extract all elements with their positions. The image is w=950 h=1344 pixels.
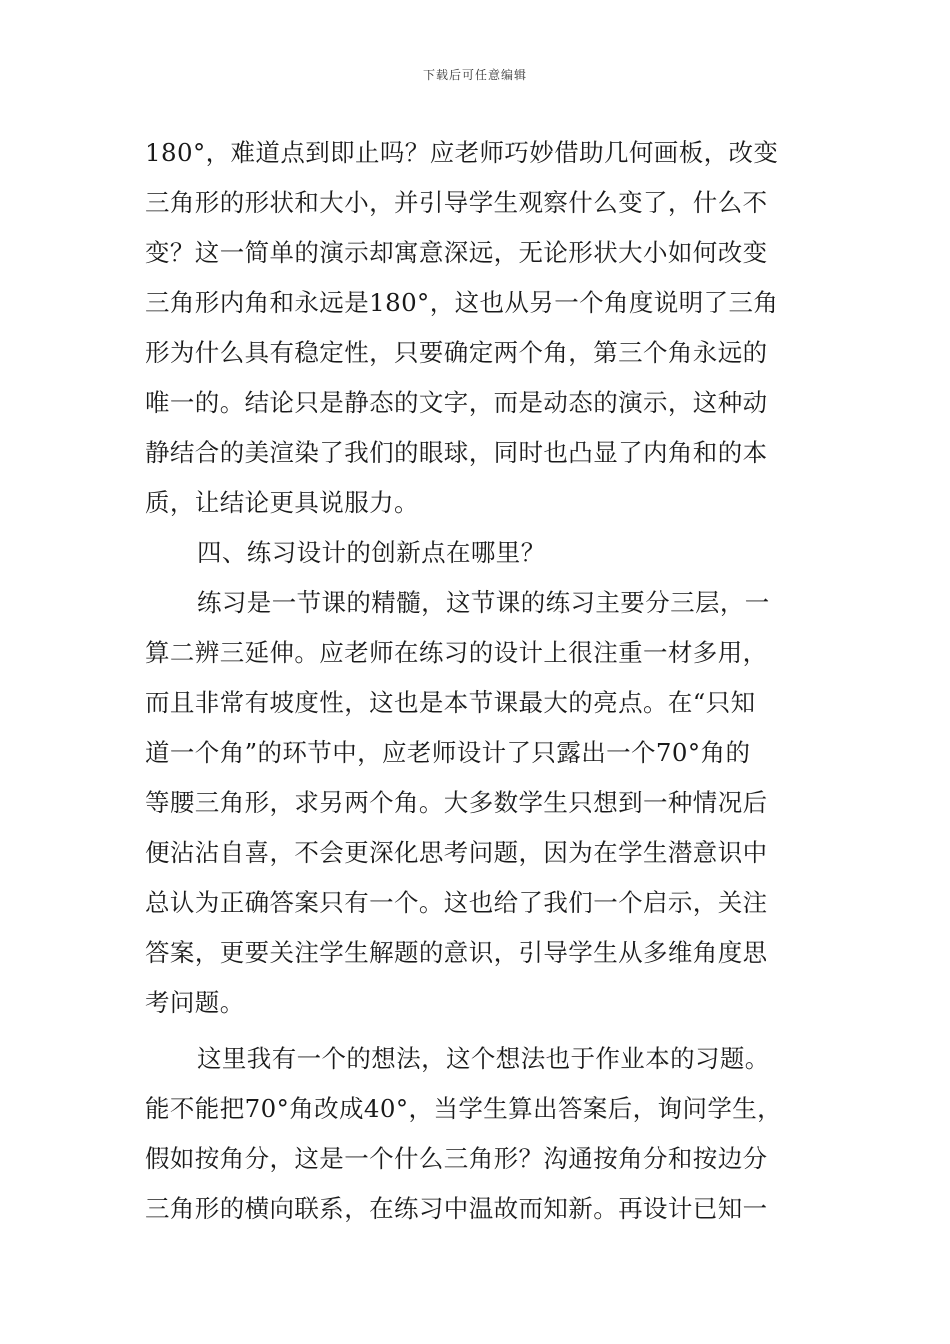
paragraph-3 [145,1034,825,1234]
text-line: 三角形的横向联系，在练习中温故而知新。再设计已知一 [145,1194,768,1223]
text-line: 这里我有一个的想法，这个想法也于作业本的习题。 [197,1044,770,1073]
text-line: 三角形的形状和大小，并引导学生观察什么变了，什么不 [145,188,768,217]
text-line: 练习是一节课的精髓，这节课的练习主要分三层，一 [197,588,770,617]
text-line: 道一个角”的环节中，应老师设计了只露出一个70°角的 [145,738,751,767]
text-line: 三角形内角和永远是180°，这也从另一个角度说明了三角 [145,288,779,317]
text-line: 形为什么具有稳定性，只要确定两个角，第三个角永远的 [145,338,768,367]
document-body [145,128,825,1234]
text-line: 质，让结论更具说服力。 [145,488,419,517]
text-line: 总认为正确答案只有一个。这也给了我们一个启示，关注 [145,888,768,917]
text-line: 而且非常有坡度性，这也是本节课最大的亮点。在“只知 [145,688,756,717]
paragraph-1 [145,128,825,528]
text-line: 算二辨三延伸。应老师在练习的设计上很注重一材多用， [145,638,768,667]
text-line: 能不能把70°角改成40°，当学生算出答案后，询问学生， [145,1094,783,1123]
text-line: 便沾沾自喜，不会更深化思考问题，因为在学生潜意识中 [145,838,768,867]
section-heading [145,528,825,578]
text-line: 180°，难道点到即止吗？应老师巧妙借助几何画板，改变 [145,138,779,167]
page-header: 下载后可任意编辑 [422,68,527,82]
text-line: 唯一的。结论只是静态的文字，而是动态的演示，这种动 [145,388,768,417]
text-line: 假如按角分，这是一个什么三角形？沟通按角分和按边分 [145,1144,768,1173]
text-line: 等腰三角形，求另两个角。大多数学生只想到一种情况后 [145,788,768,817]
paragraph-2 [145,578,825,1028]
text-line: 考问题。 [145,988,245,1017]
text-line: 答案，更要关注学生解题的意识，引导学生从多维角度思 [145,938,768,967]
section-heading-text: 四、练习设计的创新点在哪里？ [197,538,546,567]
text-line: 静结合的美渲染了我们的眼球，同时也凸显了内角和的本 [145,438,768,467]
text-line: 变？这一简单的演示却寓意深远，无论形状大小如何改变 [145,238,768,267]
